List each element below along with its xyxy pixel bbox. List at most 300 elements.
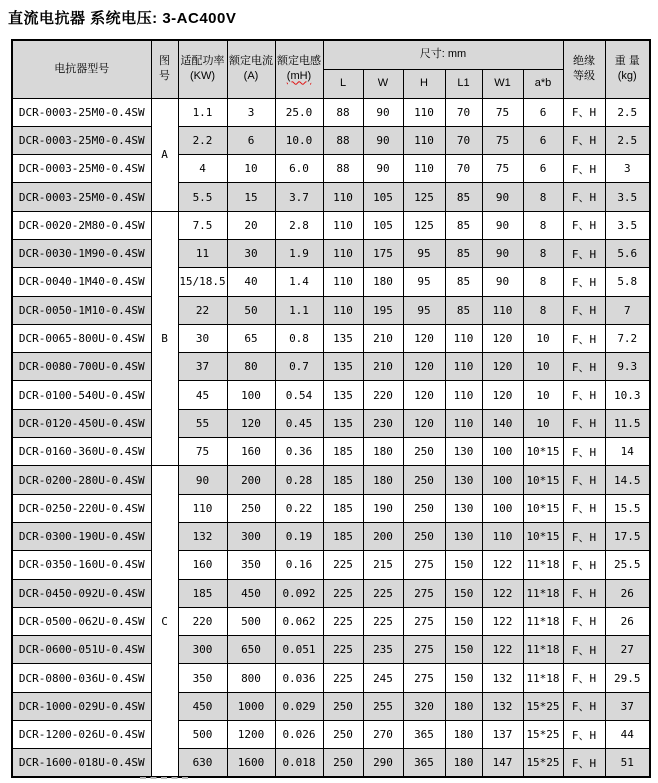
- dim-ab-cell: 10*15: [523, 522, 563, 550]
- inductance-cell: 0.8: [275, 324, 323, 352]
- dim-h-cell: 250: [403, 522, 445, 550]
- header-dim-w: W: [363, 69, 403, 98]
- dim-l-cell: 225: [323, 551, 363, 579]
- insulation-cell: F、H: [563, 211, 605, 239]
- weight-cell: 15.5: [605, 494, 650, 522]
- weight-cell: 5.6: [605, 239, 650, 267]
- dim-w1-cell: 110: [482, 296, 523, 324]
- table-row: [12, 381, 650, 409]
- dim-h-cell: 250: [403, 438, 445, 466]
- header-inductance-line1: 额定电感: [277, 55, 321, 68]
- dim-w-cell: 290: [363, 749, 403, 777]
- figure-cell: B: [151, 211, 178, 466]
- weight-cell: 3: [605, 155, 650, 183]
- current-cell: 40: [227, 268, 275, 296]
- table-row: [12, 522, 650, 550]
- weight-cell: 14: [605, 438, 650, 466]
- dim-ab-cell: 6: [523, 126, 563, 154]
- dim-h-cell: 250: [403, 494, 445, 522]
- dim-h-cell: 275: [403, 579, 445, 607]
- power-cell: 220: [178, 607, 227, 635]
- weight-cell: 3.5: [605, 211, 650, 239]
- dim-l-cell: 110: [323, 211, 363, 239]
- header-dim-l1: L1: [445, 69, 482, 98]
- table-row: [12, 211, 650, 239]
- model-cell: DCR-0020-2M80-0.4SW: [12, 211, 151, 239]
- insulation-cell: F、H: [563, 296, 605, 324]
- dim-h-cell: 365: [403, 749, 445, 777]
- dim-l-cell: 250: [323, 721, 363, 749]
- table-row: [12, 239, 650, 267]
- dim-h-cell: 275: [403, 664, 445, 692]
- dim-l1-cell: 180: [445, 692, 482, 720]
- dim-w1-cell: 132: [482, 664, 523, 692]
- dim-w1-cell: 75: [482, 126, 523, 154]
- header-inductance-unit: (mH): [286, 70, 312, 83]
- dim-l-cell: 110: [323, 268, 363, 296]
- current-cell: 250: [227, 494, 275, 522]
- current-cell: 80: [227, 353, 275, 381]
- dim-h-cell: 95: [403, 296, 445, 324]
- dim-w-cell: 210: [363, 353, 403, 381]
- figure-cell: C: [151, 466, 178, 777]
- weight-cell: 9.3: [605, 353, 650, 381]
- insulation-cell: F、H: [563, 664, 605, 692]
- dim-l1-cell: 70: [445, 155, 482, 183]
- header-weight-line1: 重 量: [614, 55, 640, 68]
- header-figure-line1: 图: [159, 55, 170, 68]
- weight-cell: 7: [605, 296, 650, 324]
- inductance-cell: 0.7: [275, 353, 323, 381]
- dim-l1-cell: 70: [445, 98, 482, 126]
- model-cell: DCR-0200-280U-0.4SW: [12, 466, 151, 494]
- weight-cell: 3.5: [605, 183, 650, 211]
- dim-l-cell: 110: [323, 239, 363, 267]
- power-cell: 22: [178, 296, 227, 324]
- weight-cell: 27: [605, 636, 650, 664]
- model-cell: DCR-0040-1M40-0.4SW: [12, 268, 151, 296]
- weight-cell: 14.5: [605, 466, 650, 494]
- weight-cell: 10.3: [605, 381, 650, 409]
- power-cell: 160: [178, 551, 227, 579]
- table-row: [12, 155, 650, 183]
- inductance-cell: 0.051: [275, 636, 323, 664]
- header-current-line1: 额定电流: [229, 55, 273, 68]
- dim-l1-cell: 130: [445, 438, 482, 466]
- model-cell: DCR-0065-800U-0.4SW: [12, 324, 151, 352]
- dim-h-cell: 120: [403, 381, 445, 409]
- current-cell: 6: [227, 126, 275, 154]
- dim-ab-cell: 11*18: [523, 551, 563, 579]
- insulation-cell: F、H: [563, 522, 605, 550]
- dim-h-cell: 320: [403, 692, 445, 720]
- weight-cell: 26: [605, 607, 650, 635]
- weight-cell: 29.5: [605, 664, 650, 692]
- table-row: [12, 494, 650, 522]
- table-row: [12, 749, 650, 777]
- dim-w1-cell: 122: [482, 607, 523, 635]
- model-cell: DCR-0003-25M0-0.4SW: [12, 183, 151, 211]
- header-dim-w1: W1: [482, 69, 523, 98]
- power-cell: 500: [178, 721, 227, 749]
- insulation-cell: F、H: [563, 692, 605, 720]
- table-row: [12, 466, 650, 494]
- dim-w-cell: 200: [363, 522, 403, 550]
- dim-l1-cell: 150: [445, 551, 482, 579]
- power-cell: 7.5: [178, 211, 227, 239]
- dim-w1-cell: 75: [482, 155, 523, 183]
- dim-l-cell: 185: [323, 494, 363, 522]
- dim-w-cell: 105: [363, 183, 403, 211]
- insulation-cell: F、H: [563, 551, 605, 579]
- table-row: [12, 98, 650, 126]
- dim-l1-cell: 110: [445, 381, 482, 409]
- dim-h-cell: 275: [403, 551, 445, 579]
- spec-table: [11, 39, 651, 778]
- dim-w1-cell: 122: [482, 551, 523, 579]
- model-cell: DCR-1600-018U-0.4SW: [12, 749, 151, 777]
- dim-l1-cell: 70: [445, 126, 482, 154]
- header-power-line1: 适配功率: [180, 55, 225, 68]
- header-figure: [151, 40, 178, 98]
- insulation-cell: F、H: [563, 409, 605, 437]
- dim-w-cell: 225: [363, 607, 403, 635]
- dim-h-cell: 250: [403, 466, 445, 494]
- dim-ab-cell: 10*15: [523, 494, 563, 522]
- insulation-cell: F、H: [563, 268, 605, 296]
- page-title: 直流电抗器 系统电压: 3-AC400V: [8, 10, 237, 27]
- insulation-cell: F、H: [563, 466, 605, 494]
- table-row: [12, 692, 650, 720]
- dim-w1-cell: 100: [482, 466, 523, 494]
- current-cell: 500: [227, 607, 275, 635]
- current-cell: 15: [227, 183, 275, 211]
- dim-w-cell: 90: [363, 126, 403, 154]
- dim-l-cell: 88: [323, 155, 363, 183]
- current-cell: 20: [227, 211, 275, 239]
- header-model: 电抗器型号: [12, 40, 151, 98]
- weight-cell: 25.5: [605, 551, 650, 579]
- model-cell: DCR-0003-25M0-0.4SW: [12, 98, 151, 126]
- dim-w1-cell: 100: [482, 494, 523, 522]
- dim-l-cell: 185: [323, 466, 363, 494]
- table-header: [12, 40, 650, 98]
- dim-ab-cell: 15*25: [523, 749, 563, 777]
- dim-h-cell: 125: [403, 183, 445, 211]
- dim-w1-cell: 120: [482, 353, 523, 381]
- insulation-cell: F、H: [563, 324, 605, 352]
- dim-w1-cell: 120: [482, 324, 523, 352]
- insulation-cell: F、H: [563, 155, 605, 183]
- table-row: [12, 353, 650, 381]
- table-row: [12, 551, 650, 579]
- dim-l1-cell: 85: [445, 296, 482, 324]
- inductance-cell: 0.28: [275, 466, 323, 494]
- insulation-cell: F、H: [563, 607, 605, 635]
- header-dim-ab: a*b: [523, 69, 563, 98]
- current-cell: 1200: [227, 721, 275, 749]
- inductance-cell: 0.19: [275, 522, 323, 550]
- model-cell: DCR-0450-092U-0.4SW: [12, 579, 151, 607]
- weight-cell: 11.5: [605, 409, 650, 437]
- insulation-cell: F、H: [563, 126, 605, 154]
- current-cell: 200: [227, 466, 275, 494]
- dim-ab-cell: 6: [523, 98, 563, 126]
- weight-cell: 51: [605, 749, 650, 777]
- insulation-cell: F、H: [563, 494, 605, 522]
- model-cell: DCR-0003-25M0-0.4SW: [12, 126, 151, 154]
- dim-l-cell: 110: [323, 183, 363, 211]
- dim-ab-cell: 10: [523, 324, 563, 352]
- dim-w-cell: 255: [363, 692, 403, 720]
- weight-cell: 7.2: [605, 324, 650, 352]
- model-cell: DCR-0050-1M10-0.4SW: [12, 296, 151, 324]
- model-cell: DCR-0800-036U-0.4SW: [12, 664, 151, 692]
- current-cell: 450: [227, 579, 275, 607]
- current-cell: 650: [227, 636, 275, 664]
- dim-l1-cell: 85: [445, 268, 482, 296]
- insulation-cell: F、H: [563, 749, 605, 777]
- dim-w-cell: 90: [363, 155, 403, 183]
- dim-w-cell: 270: [363, 721, 403, 749]
- insulation-cell: F、H: [563, 183, 605, 211]
- inductance-cell: 0.45: [275, 409, 323, 437]
- header-dimensions: 尺寸: mm: [323, 40, 563, 69]
- power-cell: 30: [178, 324, 227, 352]
- dim-l1-cell: 110: [445, 409, 482, 437]
- dim-w-cell: 220: [363, 381, 403, 409]
- header-power-unit: (KW): [189, 70, 216, 83]
- power-cell: 75: [178, 438, 227, 466]
- weight-cell: 44: [605, 721, 650, 749]
- power-cell: 5.5: [178, 183, 227, 211]
- header-weight: [605, 40, 650, 98]
- dim-h-cell: 110: [403, 126, 445, 154]
- model-cell: DCR-0120-450U-0.4SW: [12, 409, 151, 437]
- dim-l1-cell: 110: [445, 353, 482, 381]
- header-dim-l: L: [323, 69, 363, 98]
- dim-w1-cell: 75: [482, 98, 523, 126]
- model-cell: DCR-0160-360U-0.4SW: [12, 438, 151, 466]
- dim-l-cell: 225: [323, 664, 363, 692]
- header-dim-h: H: [403, 69, 445, 98]
- dim-l1-cell: 85: [445, 183, 482, 211]
- header-figure-line2: 号: [159, 70, 170, 83]
- current-cell: 160: [227, 438, 275, 466]
- power-cell: 90: [178, 466, 227, 494]
- table-row: [12, 607, 650, 635]
- model-cell: DCR-0500-062U-0.4SW: [12, 607, 151, 635]
- power-cell: 630: [178, 749, 227, 777]
- insulation-cell: F、H: [563, 636, 605, 664]
- header-weight-unit: (kg): [617, 70, 637, 83]
- current-cell: 300: [227, 522, 275, 550]
- table-row: [12, 268, 650, 296]
- dim-w-cell: 175: [363, 239, 403, 267]
- figure-cell: A: [151, 98, 178, 211]
- dim-l1-cell: 180: [445, 721, 482, 749]
- dim-w-cell: 230: [363, 409, 403, 437]
- power-cell: 37: [178, 353, 227, 381]
- table-row: [12, 636, 650, 664]
- dim-ab-cell: 6: [523, 155, 563, 183]
- dim-h-cell: 275: [403, 636, 445, 664]
- current-cell: 120: [227, 409, 275, 437]
- power-cell: 185: [178, 579, 227, 607]
- weight-cell: 26: [605, 579, 650, 607]
- inductance-cell: 1.4: [275, 268, 323, 296]
- inductance-cell: 0.026: [275, 721, 323, 749]
- weight-cell: 5.8: [605, 268, 650, 296]
- inductance-cell: 3.7: [275, 183, 323, 211]
- dim-w-cell: 180: [363, 466, 403, 494]
- dim-h-cell: 125: [403, 211, 445, 239]
- inductance-cell: 0.092: [275, 579, 323, 607]
- dim-l-cell: 185: [323, 438, 363, 466]
- power-cell: 350: [178, 664, 227, 692]
- dim-l-cell: 135: [323, 409, 363, 437]
- dim-ab-cell: 10: [523, 381, 563, 409]
- weight-cell: 2.5: [605, 98, 650, 126]
- current-cell: 350: [227, 551, 275, 579]
- table-row: [12, 438, 650, 466]
- dim-w1-cell: 120: [482, 381, 523, 409]
- table-row: [12, 126, 650, 154]
- model-cell: DCR-0300-190U-0.4SW: [12, 522, 151, 550]
- dim-ab-cell: 8: [523, 211, 563, 239]
- dim-ab-cell: 11*18: [523, 636, 563, 664]
- model-cell: DCR-0250-220U-0.4SW: [12, 494, 151, 522]
- dim-w-cell: 180: [363, 268, 403, 296]
- inductance-cell: 2.8: [275, 211, 323, 239]
- dim-ab-cell: 11*18: [523, 579, 563, 607]
- inductance-cell: 0.018: [275, 749, 323, 777]
- insulation-cell: F、H: [563, 721, 605, 749]
- dim-ab-cell: 15*25: [523, 692, 563, 720]
- power-cell: 450: [178, 692, 227, 720]
- power-cell: 2.2: [178, 126, 227, 154]
- dim-l-cell: 185: [323, 522, 363, 550]
- page-break-indicator: [140, 777, 188, 779]
- inductance-cell: 0.36: [275, 438, 323, 466]
- dim-l-cell: 135: [323, 381, 363, 409]
- spec-table-body: [12, 98, 650, 777]
- current-cell: 65: [227, 324, 275, 352]
- dim-ab-cell: 10: [523, 353, 563, 381]
- dim-h-cell: 120: [403, 353, 445, 381]
- header-insulation-line2: 等级: [573, 70, 595, 83]
- inductance-cell: 0.036: [275, 664, 323, 692]
- header-insulation-line1: 绝缘: [573, 55, 595, 68]
- inductance-cell: 25.0: [275, 98, 323, 126]
- current-cell: 10: [227, 155, 275, 183]
- inductance-cell: 0.062: [275, 607, 323, 635]
- model-cell: DCR-0030-1M90-0.4SW: [12, 239, 151, 267]
- header-power: [178, 40, 227, 98]
- weight-cell: 17.5: [605, 522, 650, 550]
- table-row: [12, 409, 650, 437]
- power-cell: 300: [178, 636, 227, 664]
- dim-l-cell: 135: [323, 353, 363, 381]
- model-cell: DCR-0600-051U-0.4SW: [12, 636, 151, 664]
- dim-w1-cell: 110: [482, 522, 523, 550]
- dim-l-cell: 225: [323, 579, 363, 607]
- dim-w-cell: 190: [363, 494, 403, 522]
- dim-h-cell: 275: [403, 607, 445, 635]
- dim-ab-cell: 11*18: [523, 607, 563, 635]
- dim-ab-cell: 11*18: [523, 664, 563, 692]
- dim-h-cell: 110: [403, 98, 445, 126]
- header-inductance: [275, 40, 323, 98]
- dim-w-cell: 245: [363, 664, 403, 692]
- header-current: [227, 40, 275, 98]
- dim-l1-cell: 150: [445, 607, 482, 635]
- current-cell: 800: [227, 664, 275, 692]
- dim-ab-cell: 10*15: [523, 466, 563, 494]
- dim-h-cell: 120: [403, 324, 445, 352]
- table-row: [12, 296, 650, 324]
- model-cell: DCR-1200-026U-0.4SW: [12, 721, 151, 749]
- dim-w1-cell: 90: [482, 268, 523, 296]
- dim-w1-cell: 100: [482, 438, 523, 466]
- insulation-cell: F、H: [563, 579, 605, 607]
- model-cell: DCR-1000-029U-0.4SW: [12, 692, 151, 720]
- dim-l1-cell: 130: [445, 522, 482, 550]
- dim-h-cell: 95: [403, 268, 445, 296]
- dim-w-cell: 210: [363, 324, 403, 352]
- dim-h-cell: 365: [403, 721, 445, 749]
- dim-l-cell: 250: [323, 692, 363, 720]
- dim-w-cell: 105: [363, 211, 403, 239]
- dim-w1-cell: 122: [482, 579, 523, 607]
- dim-w1-cell: 140: [482, 409, 523, 437]
- model-cell: DCR-0100-540U-0.4SW: [12, 381, 151, 409]
- insulation-cell: F、H: [563, 438, 605, 466]
- power-cell: 45: [178, 381, 227, 409]
- dim-l1-cell: 85: [445, 211, 482, 239]
- inductance-cell: 0.16: [275, 551, 323, 579]
- inductance-cell: 1.1: [275, 296, 323, 324]
- dim-l-cell: 225: [323, 636, 363, 664]
- header-current-unit: (A): [243, 70, 259, 83]
- power-cell: 11: [178, 239, 227, 267]
- power-cell: 1.1: [178, 98, 227, 126]
- dim-l1-cell: 85: [445, 239, 482, 267]
- header-insulation: [563, 40, 605, 98]
- dim-l-cell: 88: [323, 98, 363, 126]
- dim-l-cell: 135: [323, 324, 363, 352]
- current-cell: 3: [227, 98, 275, 126]
- dim-l-cell: 250: [323, 749, 363, 777]
- insulation-cell: F、H: [563, 381, 605, 409]
- table-row: [12, 183, 650, 211]
- table-row: [12, 664, 650, 692]
- power-cell: 4: [178, 155, 227, 183]
- current-cell: 50: [227, 296, 275, 324]
- power-cell: 132: [178, 522, 227, 550]
- inductance-cell: 10.0: [275, 126, 323, 154]
- current-cell: 100: [227, 381, 275, 409]
- dim-ab-cell: 8: [523, 239, 563, 267]
- dim-w-cell: 235: [363, 636, 403, 664]
- dim-w1-cell: 90: [482, 211, 523, 239]
- model-cell: DCR-0080-700U-0.4SW: [12, 353, 151, 381]
- dim-l-cell: 88: [323, 126, 363, 154]
- dim-l-cell: 110: [323, 296, 363, 324]
- dim-l1-cell: 150: [445, 636, 482, 664]
- dim-ab-cell: 10: [523, 409, 563, 437]
- dim-w-cell: 195: [363, 296, 403, 324]
